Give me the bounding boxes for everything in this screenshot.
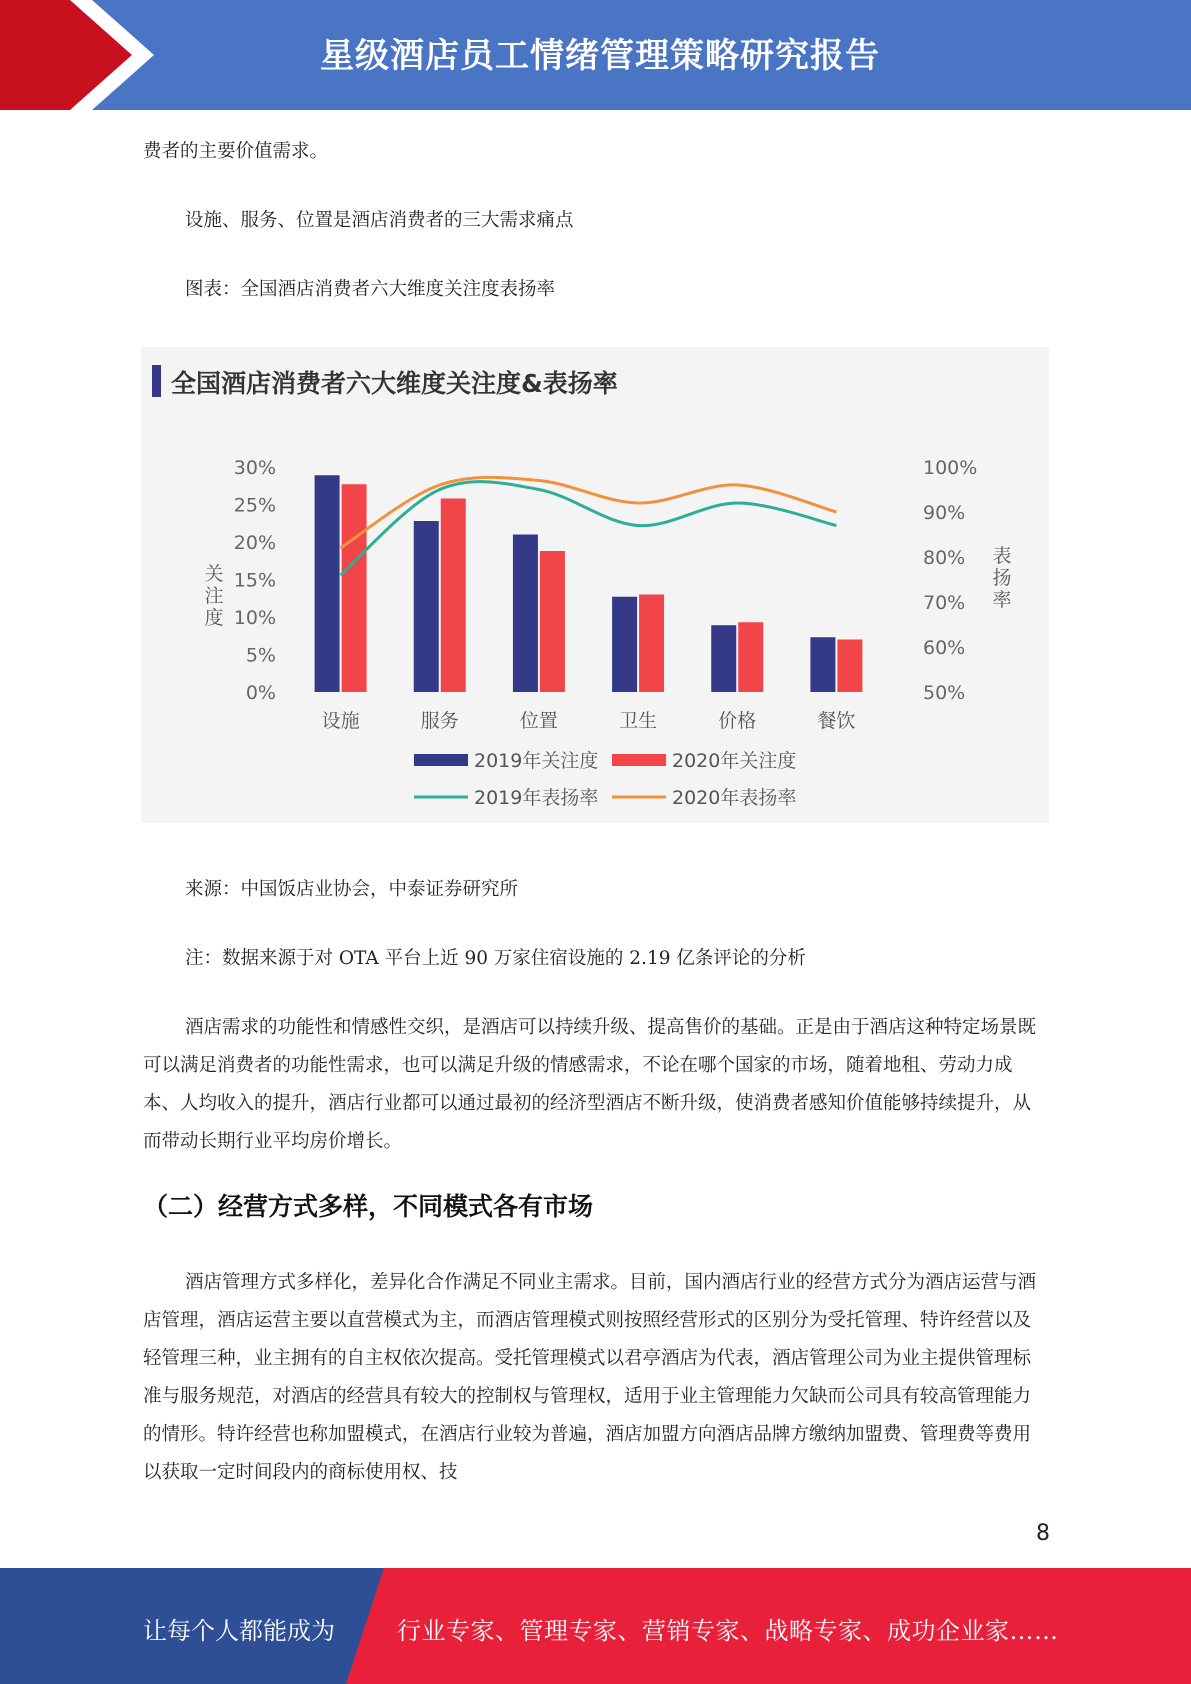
page-number: 8	[1036, 1521, 1050, 1546]
figure-caption: 图表：全国酒店消费者六大维度关注度表扬率	[185, 279, 556, 300]
paragraph-pain-points: 设施、服务、位置是酒店消费者的三大需求痛点	[185, 210, 574, 231]
y-tick-label: 0%	[245, 682, 276, 704]
x-tick-label: 位置	[519, 710, 558, 732]
y2-axis-label-char: 扬	[992, 567, 1012, 589]
y-tick-label: 25%	[233, 494, 276, 517]
legend-label: 2020年表扬率	[672, 787, 797, 809]
y2-axis-label-char: 表	[992, 545, 1012, 567]
bar-2020	[441, 499, 466, 693]
legend-swatch-2019-bar	[414, 754, 468, 766]
bar-2020	[639, 595, 664, 693]
bar-2020	[837, 640, 862, 693]
y2-tick-label: 70%	[923, 592, 966, 614]
y2-tick-label: 60%	[923, 637, 966, 659]
bar-2019	[414, 521, 439, 692]
y-tick-label: 30%	[233, 457, 276, 479]
y-tick-label: 5%	[245, 644, 276, 667]
bar-2019	[315, 475, 340, 692]
report-title: 星级酒店员工情绪管理策略研究报告	[320, 36, 880, 76]
section-heading: （二）经营方式多样，不同模式各有市场	[143, 1192, 594, 1221]
footer-slogan-left: 让每个人都能成为	[143, 1617, 335, 1645]
x-tick-label: 卫生	[619, 710, 658, 732]
y2-tick-label: 50%	[923, 682, 966, 704]
bar-2019	[711, 625, 736, 692]
chart-title: 全国酒店消费者六大维度关注度&表扬率	[171, 369, 618, 398]
legend-label: 2019年表扬率	[474, 787, 599, 809]
chart-panel	[141, 347, 1049, 823]
paragraph-continuation: 费者的主要价值需求。	[143, 141, 329, 162]
x-tick-label: 设施	[321, 710, 360, 732]
legend-label: 2020年关注度	[672, 750, 797, 772]
title-accent-bar	[152, 365, 161, 397]
paragraph-management: 酒店管理方式多样化，差异化合作满足不同业主需求。目前，国内酒店行业的经营方式分为酒店运营与酒店管理，酒店运营主要以直营模式为主，而酒店管理模式则按照经营形式的区别分为受托管理、特许经营以及轻管理三种，业主拥有的自主权依次提高。受托管理模式以君亭酒店为代表，酒店管理公司为业主提供管理标准与服务规范，对酒店的经营具有较大的控制权与管理权，适用于业主管理能力欠缺而公司具有较高管理能力的情形。特许经营也称加盟模式，在酒店行业较为普遍，酒店加盟方向酒店品牌方缴纳加盟费、管理费等费用以获取一定时间段内的商标使用权、技	[143, 1272, 1037, 1483]
x-tick-label: 餐饮	[817, 710, 856, 732]
y2-axis-label-char: 率	[992, 589, 1012, 611]
y-axis-label-char: 关	[204, 563, 224, 585]
footer-slogan-right: 行业专家、管理专家、营销专家、战略专家、成功企业家……	[397, 1617, 1059, 1645]
bar-2020	[738, 622, 763, 692]
bar-2019	[810, 637, 835, 692]
paragraph-demand: 酒店需求的功能性和情感性交织，是酒店可以持续升级、提高售价的基础。正是由于酒店这种特定场景既可以满足消费者的功能性需求，也可以满足升级的情感需求，不论在哪个国家的市场，随着地租、劳动力成本、人均收入的提升，酒店行业都可以通过最初的经济型酒店不断升级，使消费者感知价值能够持续提升，从而带动长期行业平均房价增长。	[143, 1017, 1037, 1152]
y2-tick-label: 80%	[923, 547, 966, 569]
chart-svg	[141, 347, 1049, 823]
y-axis-label-char: 度	[204, 607, 224, 629]
bar-2019	[612, 597, 637, 692]
legend-swatch-2020-bar	[612, 754, 666, 766]
y-tick-label: 15%	[233, 569, 276, 592]
x-tick-label: 服务	[420, 710, 459, 732]
source-note: 来源：中国饭店业协会，中泰证券研究所	[185, 879, 519, 900]
bar-2019	[513, 535, 538, 693]
y2-tick-label: 100%	[923, 457, 978, 479]
y-tick-label: 10%	[233, 607, 276, 629]
bar-2020	[342, 484, 367, 692]
x-tick-label: 价格	[718, 710, 757, 732]
y-axis-label-char: 注	[204, 585, 224, 607]
data-note: 注：数据来源于对 OTA 平台上近 90 万家住宿设施的 2.19 亿条评论的分析	[185, 948, 806, 969]
legend-label: 2019年关注度	[474, 750, 599, 772]
bar-2020	[540, 551, 565, 692]
y-tick-label: 20%	[233, 532, 276, 554]
y2-tick-label: 90%	[923, 502, 966, 524]
